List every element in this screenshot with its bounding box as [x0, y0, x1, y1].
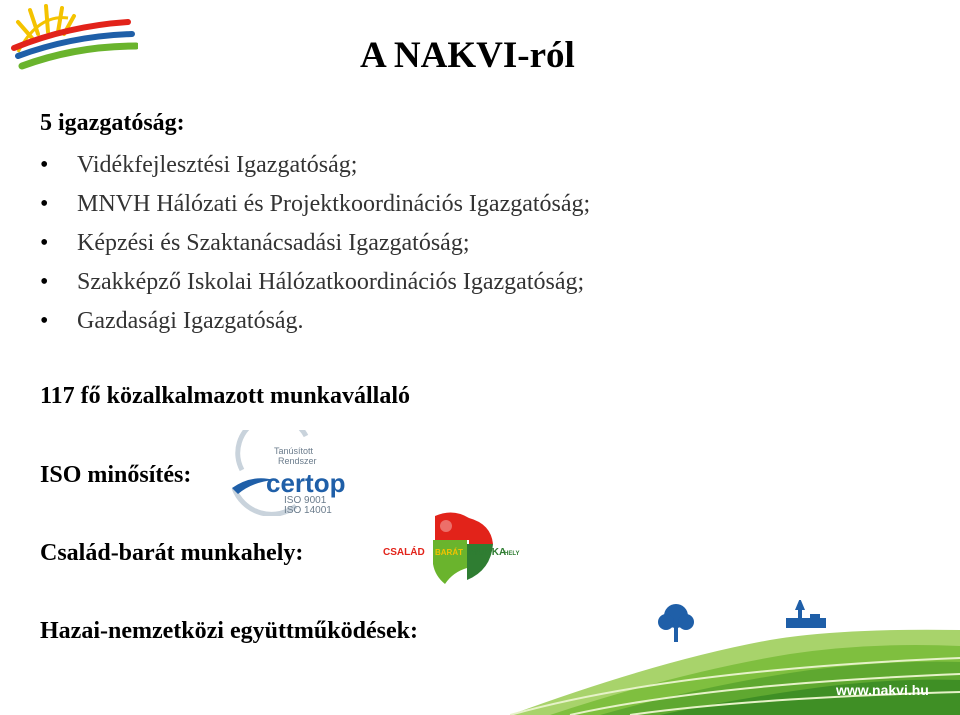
staff-count: 117 fő közalkalmazott munkavállaló	[40, 383, 411, 409]
list-item	[40, 150, 590, 189]
list-item-text: Képzési és Szaktanácsadási Igazgatóság;	[77, 230, 470, 256]
village-icon	[786, 600, 826, 628]
iso-label: ISO minősítés:	[40, 462, 192, 488]
certop-brand: certop	[266, 468, 346, 498]
family-friendly-logo	[383, 510, 523, 590]
certop-iso2: ISO 14001	[284, 505, 332, 516]
list-item-text: MNVH Hálózati és Projektkoordinációs Igazgatóság;	[77, 191, 591, 217]
list-item	[40, 306, 590, 345]
certop-line2: Rendszer	[278, 456, 317, 466]
certop-iso1: ISO 9001	[284, 495, 327, 506]
list-item	[40, 267, 590, 306]
certop-logo	[228, 430, 360, 516]
website-url: www.nakvi.hu	[836, 682, 929, 698]
bullet: •	[40, 308, 49, 334]
family-logo-word3: MUNKA	[469, 547, 507, 558]
family-logo-word2: BARÁT	[435, 548, 463, 557]
directorates-list	[40, 150, 590, 345]
family-logo-word4: HELY	[504, 551, 520, 557]
list-item-text: Szakképző Iskolai Hálózatkoordinációs Igazgatóság;	[77, 269, 585, 295]
cooperation-label: Hazai-nemzetközi együttműködések:	[40, 618, 418, 644]
family-logo-word1: CSALÁD	[383, 547, 425, 558]
bullet: •	[40, 191, 49, 217]
tree-icon	[658, 604, 694, 642]
list-item	[40, 228, 590, 267]
certop-line1: Tanúsított	[274, 446, 314, 456]
family-friendly-label: Család-barát munkahely:	[40, 540, 304, 566]
list-item	[40, 189, 590, 228]
bullet: •	[40, 230, 49, 256]
page-title: A NAKVI-ról	[360, 35, 575, 76]
list-item-text: Vidékfejlesztési Igazgatóság;	[77, 152, 358, 178]
nakvi-logo	[8, 4, 138, 76]
directorates-heading: 5 igazgatóság:	[40, 110, 185, 136]
list-item-text: Gazdasági Igazgatóság.	[77, 308, 304, 334]
bullet: •	[40, 269, 49, 295]
bullet: •	[40, 152, 49, 178]
